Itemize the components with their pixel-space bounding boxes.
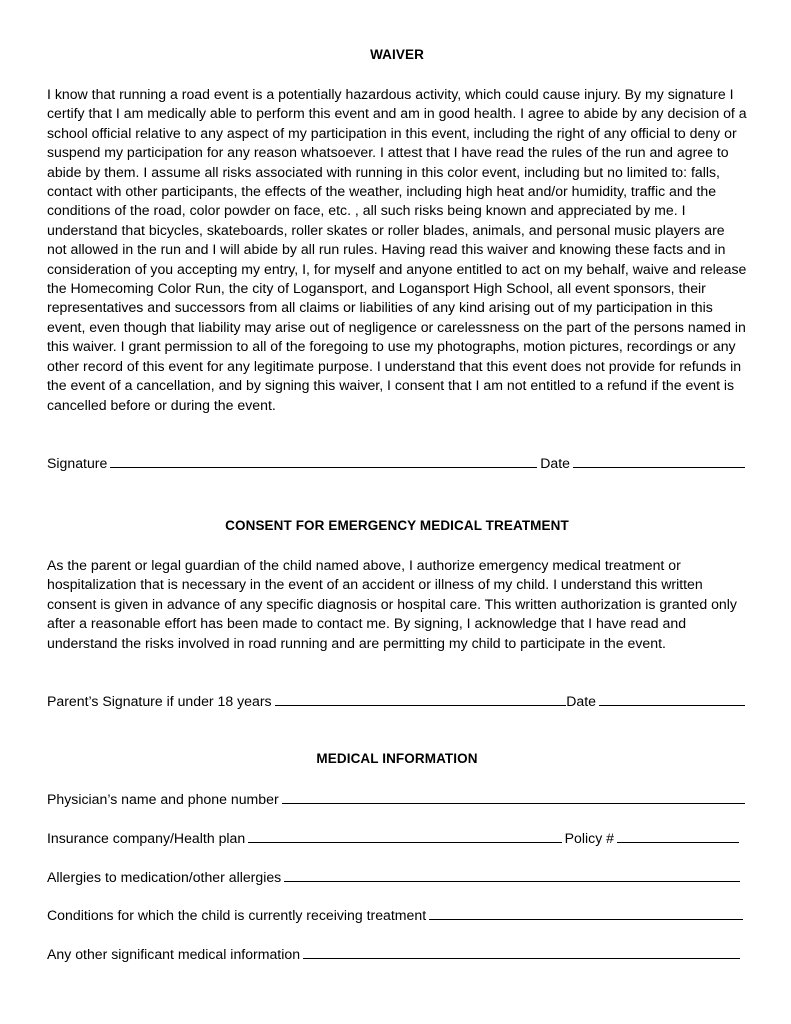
medical-heading: MEDICAL INFORMATION	[316, 751, 478, 766]
physician-label: Physician’s name and phone number	[47, 791, 279, 807]
waiver-heading: WAIVER	[370, 47, 424, 62]
physician-field[interactable]	[282, 803, 745, 804]
parent-signature-label: Parent’s Signature if under 18 years	[47, 693, 272, 709]
other-info-field[interactable]	[303, 958, 740, 959]
conditions-field[interactable]	[429, 919, 743, 920]
waiver-body: I know that running a road event is a potentially hazardous activity, which could cause injury. By my signature I certify that I am medically able to perform this event and am in good health. I agree to abide by any decision of a school official relative to any aspect of my participation in this event, including the right of any official to deny or suspend my participation for any reason whatsoever. I attest that I have read the rules of the run and agree to abide by them. I assume all risks associated with running in this color event, including but no limited to: falls, contact with other participants, the effects of the weather, including high heat and/or humidity, traffic and the conditions of the road, color powder on face, etc. , all such risks being known and appreciated by me. I understand that bicycles, skateboards, roller skates or roller blades, animals, and personal music players are not allowed in the run and I will abide by all run rules. Having read this waiver and knowing these facts and in consideration of you accepting my entry, I, for myself and anyone entitled to act on my behalf, waive and release the Homecoming Color Run, the city of Logansport, and Logansport High School, all event sponsors, their representatives and successors from all claims or liabilities of any kind arising out of my participation in this event, even though that liability may arise out of negligence or carelessness on the part of the persons named in this waiver. I grant permission to all of the foregoing to use my photographs, motion pictures, recordings or any other record of this event for any legitimate purpose. I understand that this event does not provide for refunds in the event of a cancellation, and by signing this waiver, I consent that I am not entitled to a refund if the event is cancelled before or during the event.	[47, 86, 747, 413]
parent-date-label: Date	[566, 693, 596, 709]
parent-signature-row	[47, 690, 745, 710]
signature-label: Signature	[47, 455, 108, 471]
policy-label: Policy #	[564, 830, 614, 846]
conditions-row	[47, 904, 743, 924]
date-field[interactable]	[573, 467, 745, 468]
conditions-label: Conditions for which the child is currently receiving treatment	[47, 907, 427, 923]
allergies-row	[47, 866, 740, 886]
allergies-field[interactable]	[284, 881, 740, 882]
consent-heading: CONSENT FOR EMERGENCY MEDICAL TREATMENT	[225, 518, 569, 533]
waiver-signature-row	[47, 452, 745, 472]
other-info-label: Any other significant medical information	[47, 946, 301, 962]
parent-date-field[interactable]	[599, 705, 745, 706]
parent-signature-field[interactable]	[275, 705, 567, 706]
insurance-label: Insurance company/Health plan	[47, 830, 246, 846]
other-info-row	[47, 943, 740, 963]
signature-field[interactable]	[110, 467, 537, 468]
consent-body: As the parent or legal guardian of the child named above, I authorize emergency medical treatment or hospitalization that is necessary in the event of an accident or illness of my child. I understand this written consent is given in advance of any specific diagnosis or hospital care. This written authorization is granted only after a reasonable effort has been made to contact me. By signing, I acknowledge that I have read and understand the risks involved in road running and are permitting my child to participate in the event.	[47, 557, 737, 651]
insurance-field[interactable]	[248, 842, 561, 843]
date-label: Date	[540, 455, 570, 471]
allergies-label: Allergies to medication/other allergies	[47, 869, 282, 885]
physician-row	[47, 788, 745, 808]
insurance-row	[47, 827, 739, 847]
policy-field[interactable]	[617, 842, 739, 843]
